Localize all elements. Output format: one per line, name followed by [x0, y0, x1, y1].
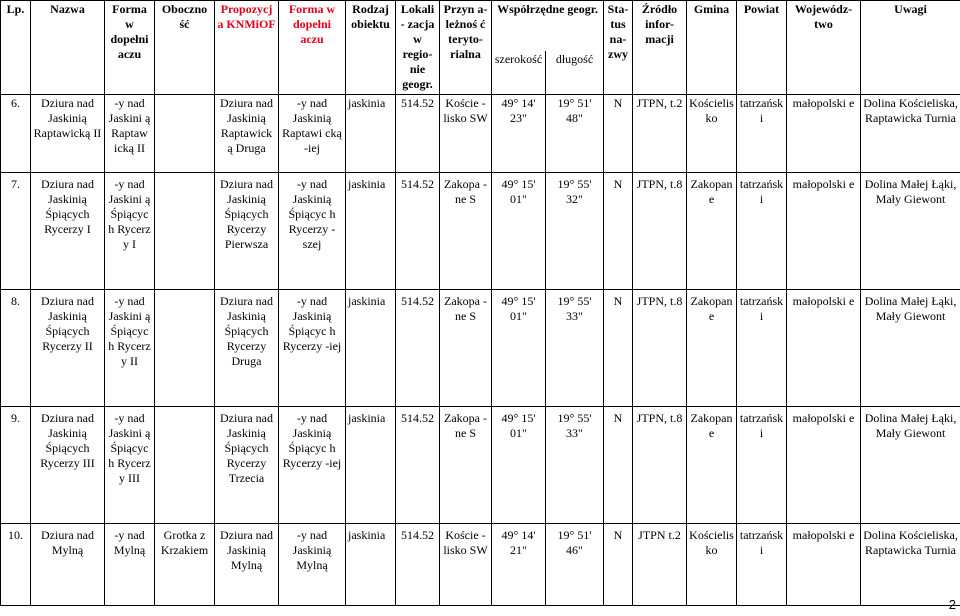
cell-przynaleznosc: Zakopa -ne S	[440, 290, 492, 407]
cell-status: N	[604, 524, 633, 606]
header-status: Sta- tus na- zwy	[604, 1, 633, 95]
table-row	[1, 95, 960, 173]
cell-nazwa: Dziura nad Jaskinią Śpiących Rycerzy I	[31, 173, 105, 290]
header-forma-dopelniacza-proposal: Forma w dopełni aczu	[279, 1, 346, 95]
cell-status: N	[604, 290, 633, 407]
cell-lokalizacja: 514.52	[396, 407, 440, 524]
cell-szerokosc: 49° 14' 21"	[492, 524, 546, 606]
cell-dlugosc: 19° 51' 48"	[546, 95, 604, 173]
cell-uwagi: Dolina Małej Łąki, Mały Giewont	[861, 407, 960, 524]
cell-dlugosc: 19° 55' 33"	[546, 290, 604, 407]
header-lp: Lp.	[1, 1, 31, 95]
header-propozycja: Propozycj a KNMiOF	[215, 1, 279, 95]
cell-przynaleznosc: Koście -lisko SW	[440, 524, 492, 606]
table-header	[1, 1, 960, 95]
cell-gmina: Zakopan e	[687, 173, 737, 290]
table-row	[1, 524, 960, 606]
cell-obocznosc	[155, 407, 215, 524]
cell-rodzaj: jaskinia	[346, 290, 396, 407]
cell-forma2: -y nad Jaskinią Śpiącyc h Rycerzy -szej	[279, 173, 346, 290]
cell-przynaleznosc: Koście -lisko SW	[440, 95, 492, 173]
cell-szerokosc: 49° 15' 01"	[492, 173, 546, 290]
cell-lokalizacja: 514.52	[396, 173, 440, 290]
cell-wojewodztwo: małopolski e	[787, 95, 861, 173]
header-nazwa: Nazwa	[31, 1, 105, 95]
header-lokalizacja: Lokali - zacja w regio- nie geogr.	[396, 1, 440, 95]
cell-propozycja: Dziura nad Jaskinią Śpiących Rycerzy Druga	[215, 290, 279, 407]
cell-szerokosc: 49° 14' 23"	[492, 95, 546, 173]
header-wojewodztwo: Wojewódz- two	[787, 1, 861, 95]
cell-rodzaj: jaskinia	[346, 407, 396, 524]
cell-obocznosc: Grotka z Krzakiem	[155, 524, 215, 606]
cell-status: N	[604, 173, 633, 290]
cell-forma: -y nad Mylną	[105, 524, 155, 606]
cell-forma2: -y nad Jaskinią Mylną	[279, 524, 346, 606]
cell-powiat: tatrzański	[737, 290, 787, 407]
cell-dlugosc: 19° 55' 33"	[546, 407, 604, 524]
cell-forma2: -y nad Jaskinią Śpiącyc h Rycerzy -iej	[279, 290, 346, 407]
cell-forma: -y nad Jaskini ą Śpiącyc h Rycerz y III	[105, 407, 155, 524]
cell-zrodlo: JTPN, t.8	[633, 290, 687, 407]
cell-dlugosc: 19° 51' 46"	[546, 524, 604, 606]
cell-lp: 10.	[1, 524, 31, 606]
cell-forma2: -y nad Jaskinią Śpiącyc h Rycerzy -iej	[279, 407, 346, 524]
page-number: 2	[948, 597, 956, 612]
cell-propozycja: Dziura nad Jaskinią Raptawick ą Druga	[215, 95, 279, 173]
header-uwagi: Uwagi	[861, 1, 960, 95]
cell-forma: -y nad Jaskini ą Śpiącyc h Rycerz y II	[105, 290, 155, 407]
cell-rodzaj: jaskinia	[346, 95, 396, 173]
cell-lp: 6.	[1, 95, 31, 173]
cell-powiat: tatrzański	[737, 95, 787, 173]
table-body	[1, 95, 960, 606]
cell-lp: 9.	[1, 407, 31, 524]
header-dlugosc: długość	[546, 51, 604, 95]
cell-wojewodztwo: małopolski e	[787, 524, 861, 606]
table-row	[1, 407, 960, 524]
cell-zrodlo: JTPN, t.8	[633, 407, 687, 524]
header-przynaleznosc: Przyn a- leżnoś ć teryto- rialna	[440, 1, 492, 95]
cell-obocznosc	[155, 95, 215, 173]
header-rodzaj: Rodzaj obiektu	[346, 1, 396, 95]
cell-wojewodztwo: małopolski e	[787, 407, 861, 524]
cell-powiat: tatrzański	[737, 407, 787, 524]
cell-wojewodztwo: małopolski e	[787, 173, 861, 290]
cell-lp: 7.	[1, 173, 31, 290]
cell-powiat: tatrzański	[737, 524, 787, 606]
cell-propozycja: Dziura nad Jaskinią Mylną	[215, 524, 279, 606]
cell-szerokosc: 49° 15' 01"	[492, 290, 546, 407]
cell-lokalizacja: 514.52	[396, 95, 440, 173]
cell-dlugosc: 19° 55' 32"	[546, 173, 604, 290]
cell-propozycja: Dziura nad Jaskinią Śpiących Rycerzy Pierwsza	[215, 173, 279, 290]
cell-nazwa: Dziura nad Mylną	[31, 524, 105, 606]
cell-obocznosc	[155, 290, 215, 407]
cell-uwagi: Dolina Kościeliska, Raptawicka Turnia	[861, 95, 960, 173]
header-szerokosc: szerokość	[492, 51, 546, 95]
cell-forma: -y nad Jaskini ą Śpiącyc h Rycerz y I	[105, 173, 155, 290]
cell-status: N	[604, 407, 633, 524]
cell-lokalizacja: 514.52	[396, 524, 440, 606]
cell-lokalizacja: 514.52	[396, 290, 440, 407]
cell-powiat: tatrzański	[737, 173, 787, 290]
cell-gmina: Kościelis ko	[687, 95, 737, 173]
cell-forma: -y nad Jaskini ą Raptaw icką II	[105, 95, 155, 173]
cell-przynaleznosc: Zakopa -ne S	[440, 407, 492, 524]
header-zrodlo: Źródło infor- macji	[633, 1, 687, 95]
cell-wojewodztwo: małopolski e	[787, 290, 861, 407]
cell-obocznosc	[155, 173, 215, 290]
cell-uwagi: Dolina Małej Łąki, Mały Giewont	[861, 173, 960, 290]
cell-zrodlo: JTPN, t.8	[633, 173, 687, 290]
cell-zrodlo: JTPN t.2	[633, 524, 687, 606]
cell-uwagi: Dolina Małej Łąki, Mały Giewont	[861, 290, 960, 407]
cell-gmina: Zakopan e	[687, 407, 737, 524]
table-row	[1, 173, 960, 290]
cell-nazwa: Dziura nad Jaskinią Śpiących Rycerzy II	[31, 290, 105, 407]
cell-nazwa: Dziura nad Jaskinią Raptawicką II	[31, 95, 105, 173]
header-gmina: Gmina	[687, 1, 737, 95]
cell-propozycja: Dziura nad Jaskinią Śpiących Rycerzy Trzecia	[215, 407, 279, 524]
table-row	[1, 290, 960, 407]
cell-rodzaj: jaskinia	[346, 173, 396, 290]
cell-zrodlo: JTPN, t.2	[633, 95, 687, 173]
cell-gmina: Kościelis ko	[687, 524, 737, 606]
cell-szerokosc: 49° 15' 01"	[492, 407, 546, 524]
cell-forma2: -y nad Jaskinią Raptawi cką -iej	[279, 95, 346, 173]
cell-gmina: Zakopan e	[687, 290, 737, 407]
cell-uwagi: Dolina Kościeliska, Raptawicka Turnia	[861, 524, 960, 606]
cell-rodzaj: jaskinia	[346, 524, 396, 606]
cell-przynaleznosc: Zakopa -ne S	[440, 173, 492, 290]
cell-status: N	[604, 95, 633, 173]
header-wspolrzedne: Współrzędne geogr.	[492, 1, 604, 51]
cell-lp: 8.	[1, 290, 31, 407]
header-powiat: Powiat	[737, 1, 787, 95]
header-obocznosc: Oboczno ść	[155, 1, 215, 95]
cell-nazwa: Dziura nad Jaskinią Śpiących Rycerzy III	[31, 407, 105, 524]
header-forma-dopelniacza: Forma w dopełni aczu	[105, 1, 155, 95]
